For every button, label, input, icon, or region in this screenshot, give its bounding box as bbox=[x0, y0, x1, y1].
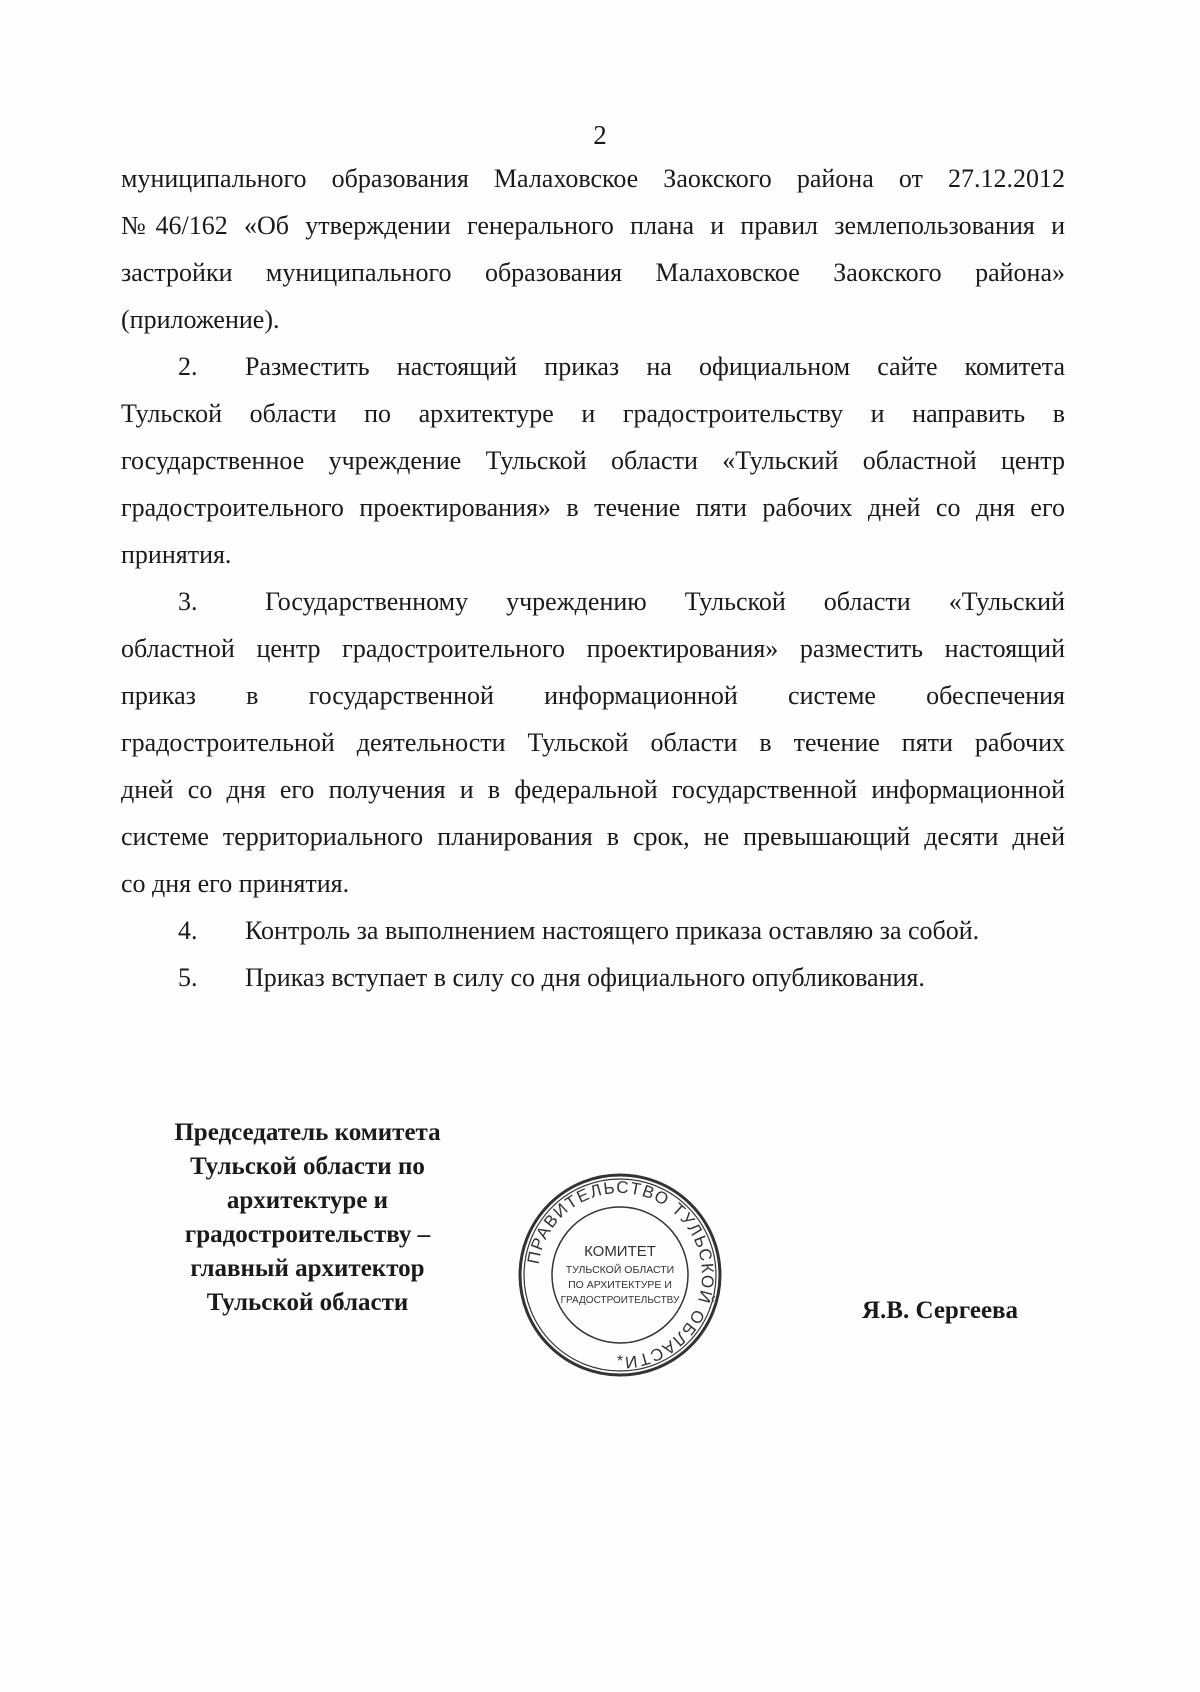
stamp-inner-line: ГРАДОСТРОИТЕЛЬСТВУ bbox=[560, 1295, 680, 1306]
text-line: муниципального образования Малаховское Заокского района от 27.12.2012 bbox=[121, 164, 1065, 193]
text-line: Тульской области по архитектуре и градостроительству и направить в bbox=[121, 399, 1065, 428]
stamp-inner-line: ПО АРХИТЕКТУРЕ И bbox=[568, 1279, 672, 1291]
position-line: Тульской области bbox=[206, 1289, 409, 1316]
text-line: дней со дня его получения и в федеральной государственной информационной bbox=[121, 775, 1065, 804]
position-line: градостроительству – bbox=[184, 1221, 431, 1248]
text-line: принятия. bbox=[121, 540, 232, 569]
stamp-inner-line: ТУЛЬСКОЙ ОБЛАСТИ bbox=[565, 1264, 675, 1276]
text-line: градостроительного проектирования» в течение пяти рабочих дней со дня его bbox=[121, 493, 1065, 522]
stamp-star: * bbox=[616, 1353, 624, 1370]
signer-name: Я.В. Сергеева bbox=[862, 1297, 1019, 1324]
page-number: 2 bbox=[593, 120, 607, 150]
text-line: застройки муниципального образования Малаховское Заокского района» bbox=[121, 258, 1065, 287]
item-number: 4. bbox=[178, 916, 198, 945]
item-number: 3. bbox=[178, 587, 198, 616]
text-line: областной центр градостроительного проектирования» разместить настоящий bbox=[121, 634, 1065, 663]
signer-position bbox=[135, 1116, 480, 1320]
text-line: (приложение). bbox=[121, 305, 280, 334]
position-line: главный архитектор bbox=[190, 1255, 425, 1282]
text-line: государственное учреждение Тульской области «Тульский областной центр bbox=[121, 446, 1065, 475]
text-line: Контроль за выполнением настоящего приказа оставляю за собой. bbox=[245, 916, 980, 945]
position-line: Тульской области по bbox=[190, 1153, 425, 1180]
text-line: со дня его принятия. bbox=[121, 869, 350, 898]
text-line: №46/162 «Об утверждении генерального плана и правил землепользования и bbox=[121, 211, 1065, 240]
text-line: Разместить настоящий приказ на официальном сайте комитета bbox=[245, 352, 1065, 381]
text-line: Государственному учреждению Тульской области «Тульский bbox=[265, 587, 1065, 616]
text-line: приказ в государственной информационной системе обеспечения bbox=[121, 681, 1065, 710]
text-line: Приказ вступает в силу со дня официального опубликования. bbox=[245, 963, 925, 992]
stamp-outer-text: ПРАВИТЕЛЬСТВО ТУЛЬСКОЙ ОБЛАСТИ bbox=[523, 1177, 718, 1373]
text-line: системе территориального планирования в срок, не превышающий десяти дней bbox=[121, 822, 1065, 851]
official-stamp bbox=[515, 1170, 725, 1380]
position-line: Председатель комитета bbox=[174, 1119, 441, 1146]
item-number: 2. bbox=[178, 352, 198, 381]
stamp-inner-line: КОМИТЕТ bbox=[584, 1243, 656, 1260]
text-line: градостроительной деятельности Тульской области в течение пяти рабочих bbox=[121, 728, 1065, 757]
item-number: 5. bbox=[178, 963, 198, 992]
position-line: архитектуре и bbox=[226, 1187, 389, 1214]
